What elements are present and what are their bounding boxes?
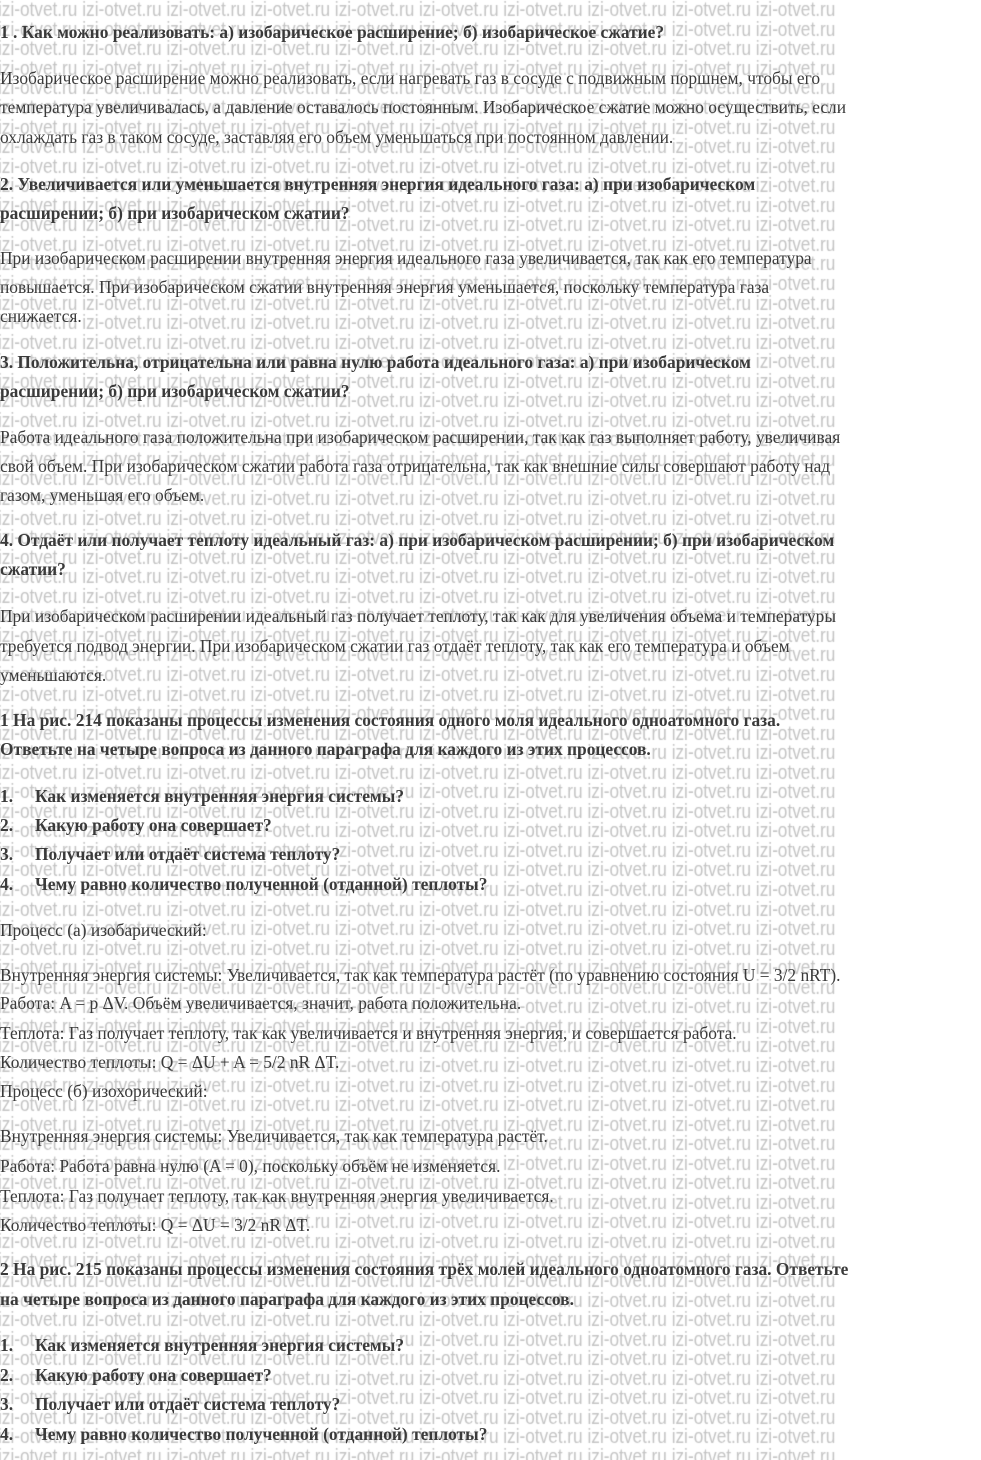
task-1-list-item [0,874,487,894]
list-text: Как изменяется внутренняя энергия системы? [35,786,405,806]
list-text: Получает или отдаёт система теплоту? [35,844,341,864]
answer-3-line: газом, уменьшая его объем. [0,485,205,505]
question-1-heading: 1 . Как можно реализовать: а) изобарическое расширение; б) изобарическое сжатие? [0,22,665,42]
process-b-line: Теплота: Газ получает теплоту, так как внутренняя энергия увеличивается. [0,1186,554,1206]
list-text: Чему равно количество полученной (отданной) теплоты? [35,874,488,894]
list-number: 4. [0,1424,14,1444]
task-2-heading: 2 На рис. 215 показаны процессы изменения состояния трёх молей идеального одноатомного газа. Ответьте [0,1259,849,1279]
task-1-list-item [0,844,340,864]
process-b-line: Внутренняя энергия системы: Увеличивается, так как температура растёт. [0,1126,548,1146]
question-4-heading: сжатии? [0,559,66,579]
list-text: Какую работу она совершает? [35,815,272,835]
answer-4-line: уменьшаются. [0,665,107,685]
process-b-line: Работа: Работа равна нулю (A = 0), поскольку объём не изменяется. [0,1156,501,1176]
list-number: 3. [0,1394,14,1414]
process-a-line: Теплота: Газ получает теплоту, так как увеличивается и внутренняя энергия, и совершается работа. [0,1023,737,1043]
answer-1-line: температура увеличивалась, а давление оставалось постоянным. Изобарическое сжатие можно осуществить, если [0,97,847,117]
list-number: 2. [0,1365,14,1385]
list-text: Как изменяется внутренняя энергия системы? [35,1335,405,1355]
task-1-list-item [0,786,404,806]
answer-3-line: Работа идеального газа положительна при изобарическом расширении, так как газ выполняет работу, увеличивая [0,427,841,447]
question-4-heading: 4. Отдаёт или получает теплоту идеальный газ: а) при изобарическом расширении; б) при изобарическом [0,530,835,550]
question-3-heading: расширении; б) при изобарическом сжатии? [0,381,350,401]
list-number: 1. [0,786,14,806]
question-3-heading: 3. Положительна, отрицательна или равна нулю работа идеального газа: а) при изобарическом [0,352,751,372]
task-1-heading: Ответьте на четыре вопроса из данного параграфа для каждого из этих процессов. [0,739,651,759]
answer-1-line: Изобарическое расширение можно реализовать, если нагревать газ в сосуде с подвижным поршнем, чтобы его [0,68,821,88]
list-number: 4. [0,874,14,894]
task-2-list-item [0,1394,340,1414]
list-number: 2. [0,815,14,835]
answer-4-line: требуется подвод энергии. При изобарическом сжатии газ отдаёт теплоту, так как его температура и объем [0,636,790,656]
answer-3-line: свой объем. При изобарическом сжатии работа газа отрицательна, так как внешние силы совершают работу над [0,456,831,476]
list-number: 1. [0,1335,14,1355]
task-1-heading: 1 На рис. 214 показаны процессы изменения состояния одного моля идеального одноатомного газа. [0,710,781,730]
list-text: Получает или отдаёт система теплоту? [35,1394,341,1414]
question-2-heading: 2. Увеличивается или уменьшается внутренняя энергия идеального газа: а) при изобарическом [0,174,756,194]
answer-4-line: При изобарическом расширении идеальный газ получает теплоту, так как для увеличения объема и температуры [0,606,837,626]
task-1-list-item [0,815,272,835]
list-text: Чему равно количество полученной (отданной) теплоты? [35,1424,488,1444]
question-2-heading: расширении; б) при изобарическом сжатии? [0,203,350,223]
process-b-line: Количество теплоты: Q = ΔU = 3/2 nR ΔT. [0,1215,311,1235]
process-a-line: Внутренняя энергия системы: Увеличивается, так как температура растёт (по уравнению состояния U = 3/2 nRT). [0,965,841,985]
process-a-line: Работа: A = p ΔV. Объём увеличивается, значит, работа положительна. [0,993,522,1013]
task-2-list-item [0,1335,404,1355]
answer-1-line: охлаждать газ в таком сосуде, заставляя его объем уменьшаться при постоянном давлении. [0,127,674,147]
task-2-list-item [0,1424,487,1444]
process-a-line: Количество теплоты: Q = ΔU + A = 5/2 nR ΔT. [0,1052,340,1072]
answer-2-line: При изобарическом расширении внутренняя энергия идеального газа увеличивается, так как его температура [0,248,812,268]
task-2-list-item [0,1365,272,1385]
answer-2-line: повышается. При изобарическом сжатии внутренняя энергия уменьшается, поскольку температура газа [0,277,770,297]
answer-2-line: снижается. [0,306,82,326]
process-b-title: Процесс (б) изохорический: [0,1081,208,1101]
task-2-heading: на четыре вопроса из данного параграфа для каждого из этих процессов. [0,1289,574,1309]
list-number: 3. [0,844,14,864]
process-a-title: Процесс (а) изобарический: [0,920,207,940]
list-text: Какую работу она совершает? [35,1365,272,1385]
